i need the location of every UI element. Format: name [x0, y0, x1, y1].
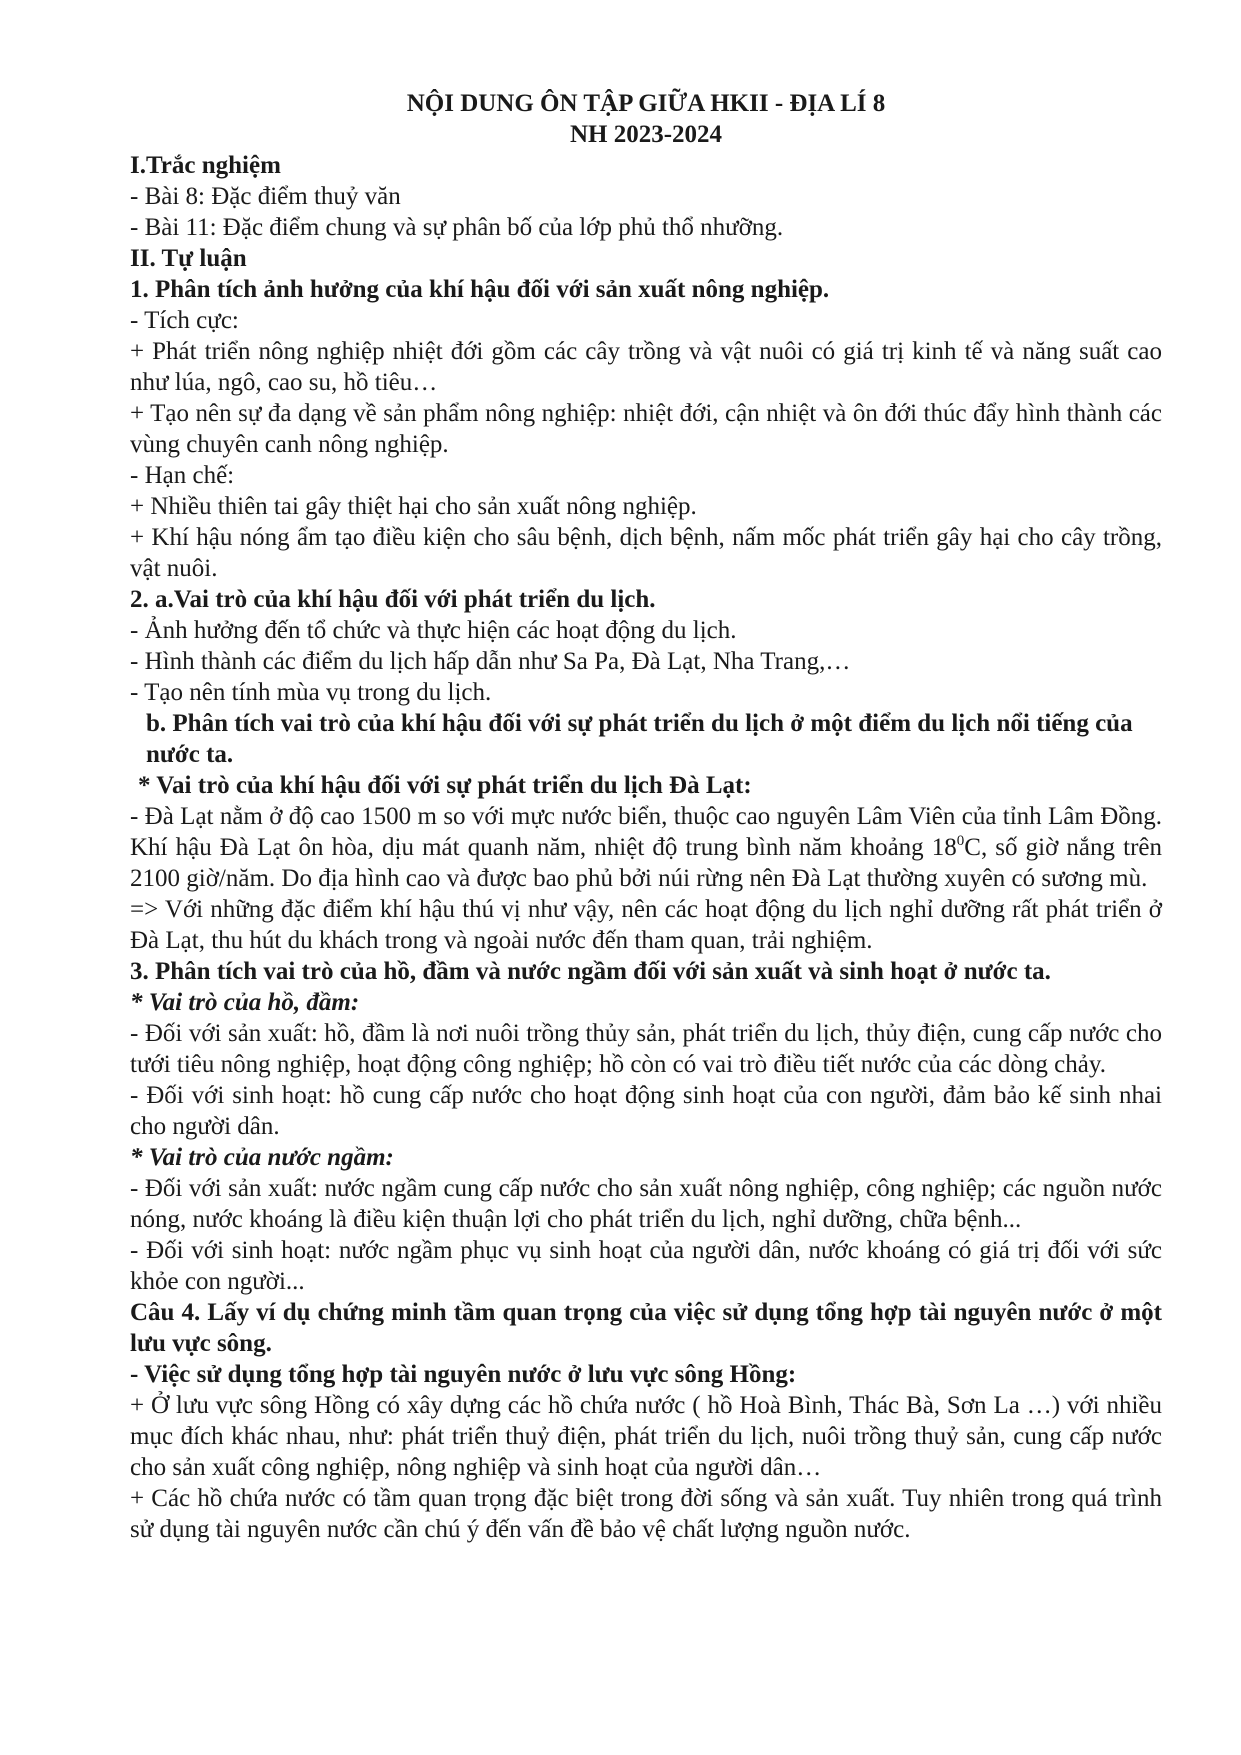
q1-negative-item: + Khí hậu nóng ẩm tạo điều kiện cho sâu bệnh, dịch bệnh, nấm mốc phát triển gây hại cho cây trồng, vật nuôi. [130, 524, 1162, 582]
q3-lakes-item: - Đối với sản xuất: hồ, đầm là nơi nuôi trồng thủy sản, phát triển du lịch, thủy điện, cung cấp nước cho tưới tiêu nông nghiệp, hoạt động công nghiệp; hồ còn có vai trò điều tiết nước của các dòng chảy. [130, 1020, 1162, 1078]
part2-heading: II. Tự luận [130, 245, 247, 272]
part1-item: - Bài 8: Đặc điểm thuỷ văn [130, 183, 401, 210]
q3-ground-item: - Đối với sản xuất: nước ngầm cung cấp nước cho sản xuất nông nghiệp, công nghiệp; các nguồn nước nóng, nước khoáng là điều kiện thuận lợi cho phát triển du lịch, nghỉ dưỡng, chữa bệnh... [130, 1175, 1162, 1233]
q4-item: + Các hồ chứa nước có tầm quan trọng đặc biệt trong đời sống và sản xuất. Tuy nhiên trong quá trình sử dụng tài nguyên nước cần chú ý đến vấn đề bảo vệ chất lượng nguồn nước. [130, 1485, 1162, 1543]
q3-ground-item: - Đối với sinh hoạt: nước ngầm phục vụ sinh hoạt của người dân, nước khoáng có giá trị đối với sức khỏe con người... [130, 1237, 1162, 1295]
q3-lakes-label: * Vai trò của hồ, đầm: [130, 989, 360, 1016]
q2b-subheading: * Vai trò của khí hậu đối với sự phát triển du lịch Đà Lạt: [138, 772, 752, 799]
q2a-heading: 2. a.Vai trò của khí hậu đối với phát triển du lịch. [130, 586, 656, 613]
q1-positive-item: + Tạo nên sự đa dạng về sản phẩm nông nghiệp: nhiệt đới, cận nhiệt và ôn đới thúc đẩy hình thành các vùng chuyên canh nông nghiệp. [130, 400, 1162, 458]
q2b-paragraph [130, 801, 1162, 894]
q2b-text-before: - Đà Lạt nằm ở độ cao 1500 m so với mực nước biển, thuộc cao nguyên Lâm Viên của tỉnh Lâm Đồng. Khí hậu Đà Lạt ôn hòa, dịu mát quanh năm, nhiệt độ trung bình năm khoảng 18 [130, 803, 1162, 861]
part1-item: - Bài 11: Đặc điểm chung và sự phân bố của lớp phủ thổ nhưỡng. [130, 214, 784, 241]
q2a-item: - Ảnh hưởng đến tổ chức và thực hiện các hoạt động du lịch. [130, 617, 737, 644]
q4-item: + Ở lưu vực sông Hồng có xây dựng các hồ chứa nước ( hồ Hoà Bình, Thác Bà, Sơn La …) với nhiều mục đích khác nhau, như: phát triển thuỷ điện, phát triển du lịch, nuôi trồng thuỷ sản, cung cấp nước cho sản xuất công nghiệp, nông nghiệp và sinh hoạt của người dân… [130, 1392, 1162, 1481]
school-year: NH 2023-2024 [569, 121, 723, 148]
q2b-text-after: C, số giờ nắng trên 2100 giờ/năm. Do địa hình cao và được bao phủ bởi núi rừng nên Đà Lạt thường xuyên có sương mù. [130, 834, 1162, 892]
q3-lakes-item: - Đối với sinh hoạt: hồ cung cấp nước cho hoạt động sinh hoạt của con người, đảm bảo kế sinh nhai cho người dân. [130, 1082, 1162, 1140]
q2a-item: - Hình thành các điểm du lịch hấp dẫn như Sa Pa, Đà Lạt, Nha Trang,… [130, 648, 851, 675]
document-title: NỘI DUNG ÔN TẬP GIỮA HKII - ĐỊA LÍ 8 [406, 90, 886, 117]
q2b-conclusion: => Với những đặc điểm khí hậu thú vị như vậy, nên các hoạt động du lịch nghỉ dưỡng rất phát triển ở Đà Lạt, thu hút du khách trong và ngoài nước đến tham quan, trải nghiệm. [130, 896, 1162, 954]
q2a-item: - Tạo nên tính mùa vụ trong du lịch. [130, 679, 492, 706]
q1-positive-item: + Phát triển nông nghiệp nhiệt đới gồm các cây trồng và vật nuôi có giá trị kinh tế và năng suất cao như lúa, ngô, cao su, hồ tiêu… [130, 338, 1162, 396]
q1-heading: 1. Phân tích ảnh hưởng của khí hậu đối với sản xuất nông nghiệp. [130, 276, 830, 303]
part1-heading: I.Trắc nghiệm [130, 152, 281, 179]
q1-positive-label: - Tích cực: [130, 307, 239, 334]
degree-superscript: 0 [956, 833, 965, 849]
q1-negative-label: - Hạn chế: [130, 462, 235, 489]
q3-heading: 3. Phân tích vai trò của hồ, đầm và nước ngầm đối với sản xuất và sinh hoạt ở nước ta. [130, 958, 1051, 985]
q3-ground-label: * Vai trò của nước ngầm: [130, 1144, 394, 1171]
document-page [130, 88, 1162, 1545]
q1-negative-item: + Nhiều thiên tai gây thiệt hại cho sản xuất nông nghiệp. [130, 493, 697, 520]
q4-subheading: - Việc sử dụng tổng hợp tài nguyên nước ở lưu vực sông Hồng: [130, 1361, 797, 1388]
q2b-heading: b. Phân tích vai trò của khí hậu đối với sự phát triển du lịch ở một điểm du lịch nổi tiếng của nước ta. [146, 710, 1133, 768]
q4-heading: Câu 4. Lấy ví dụ chứng minh tầm quan trọng của việc sử dụng tổng hợp tài nguyên nước ở một lưu vực sông. [130, 1299, 1162, 1357]
